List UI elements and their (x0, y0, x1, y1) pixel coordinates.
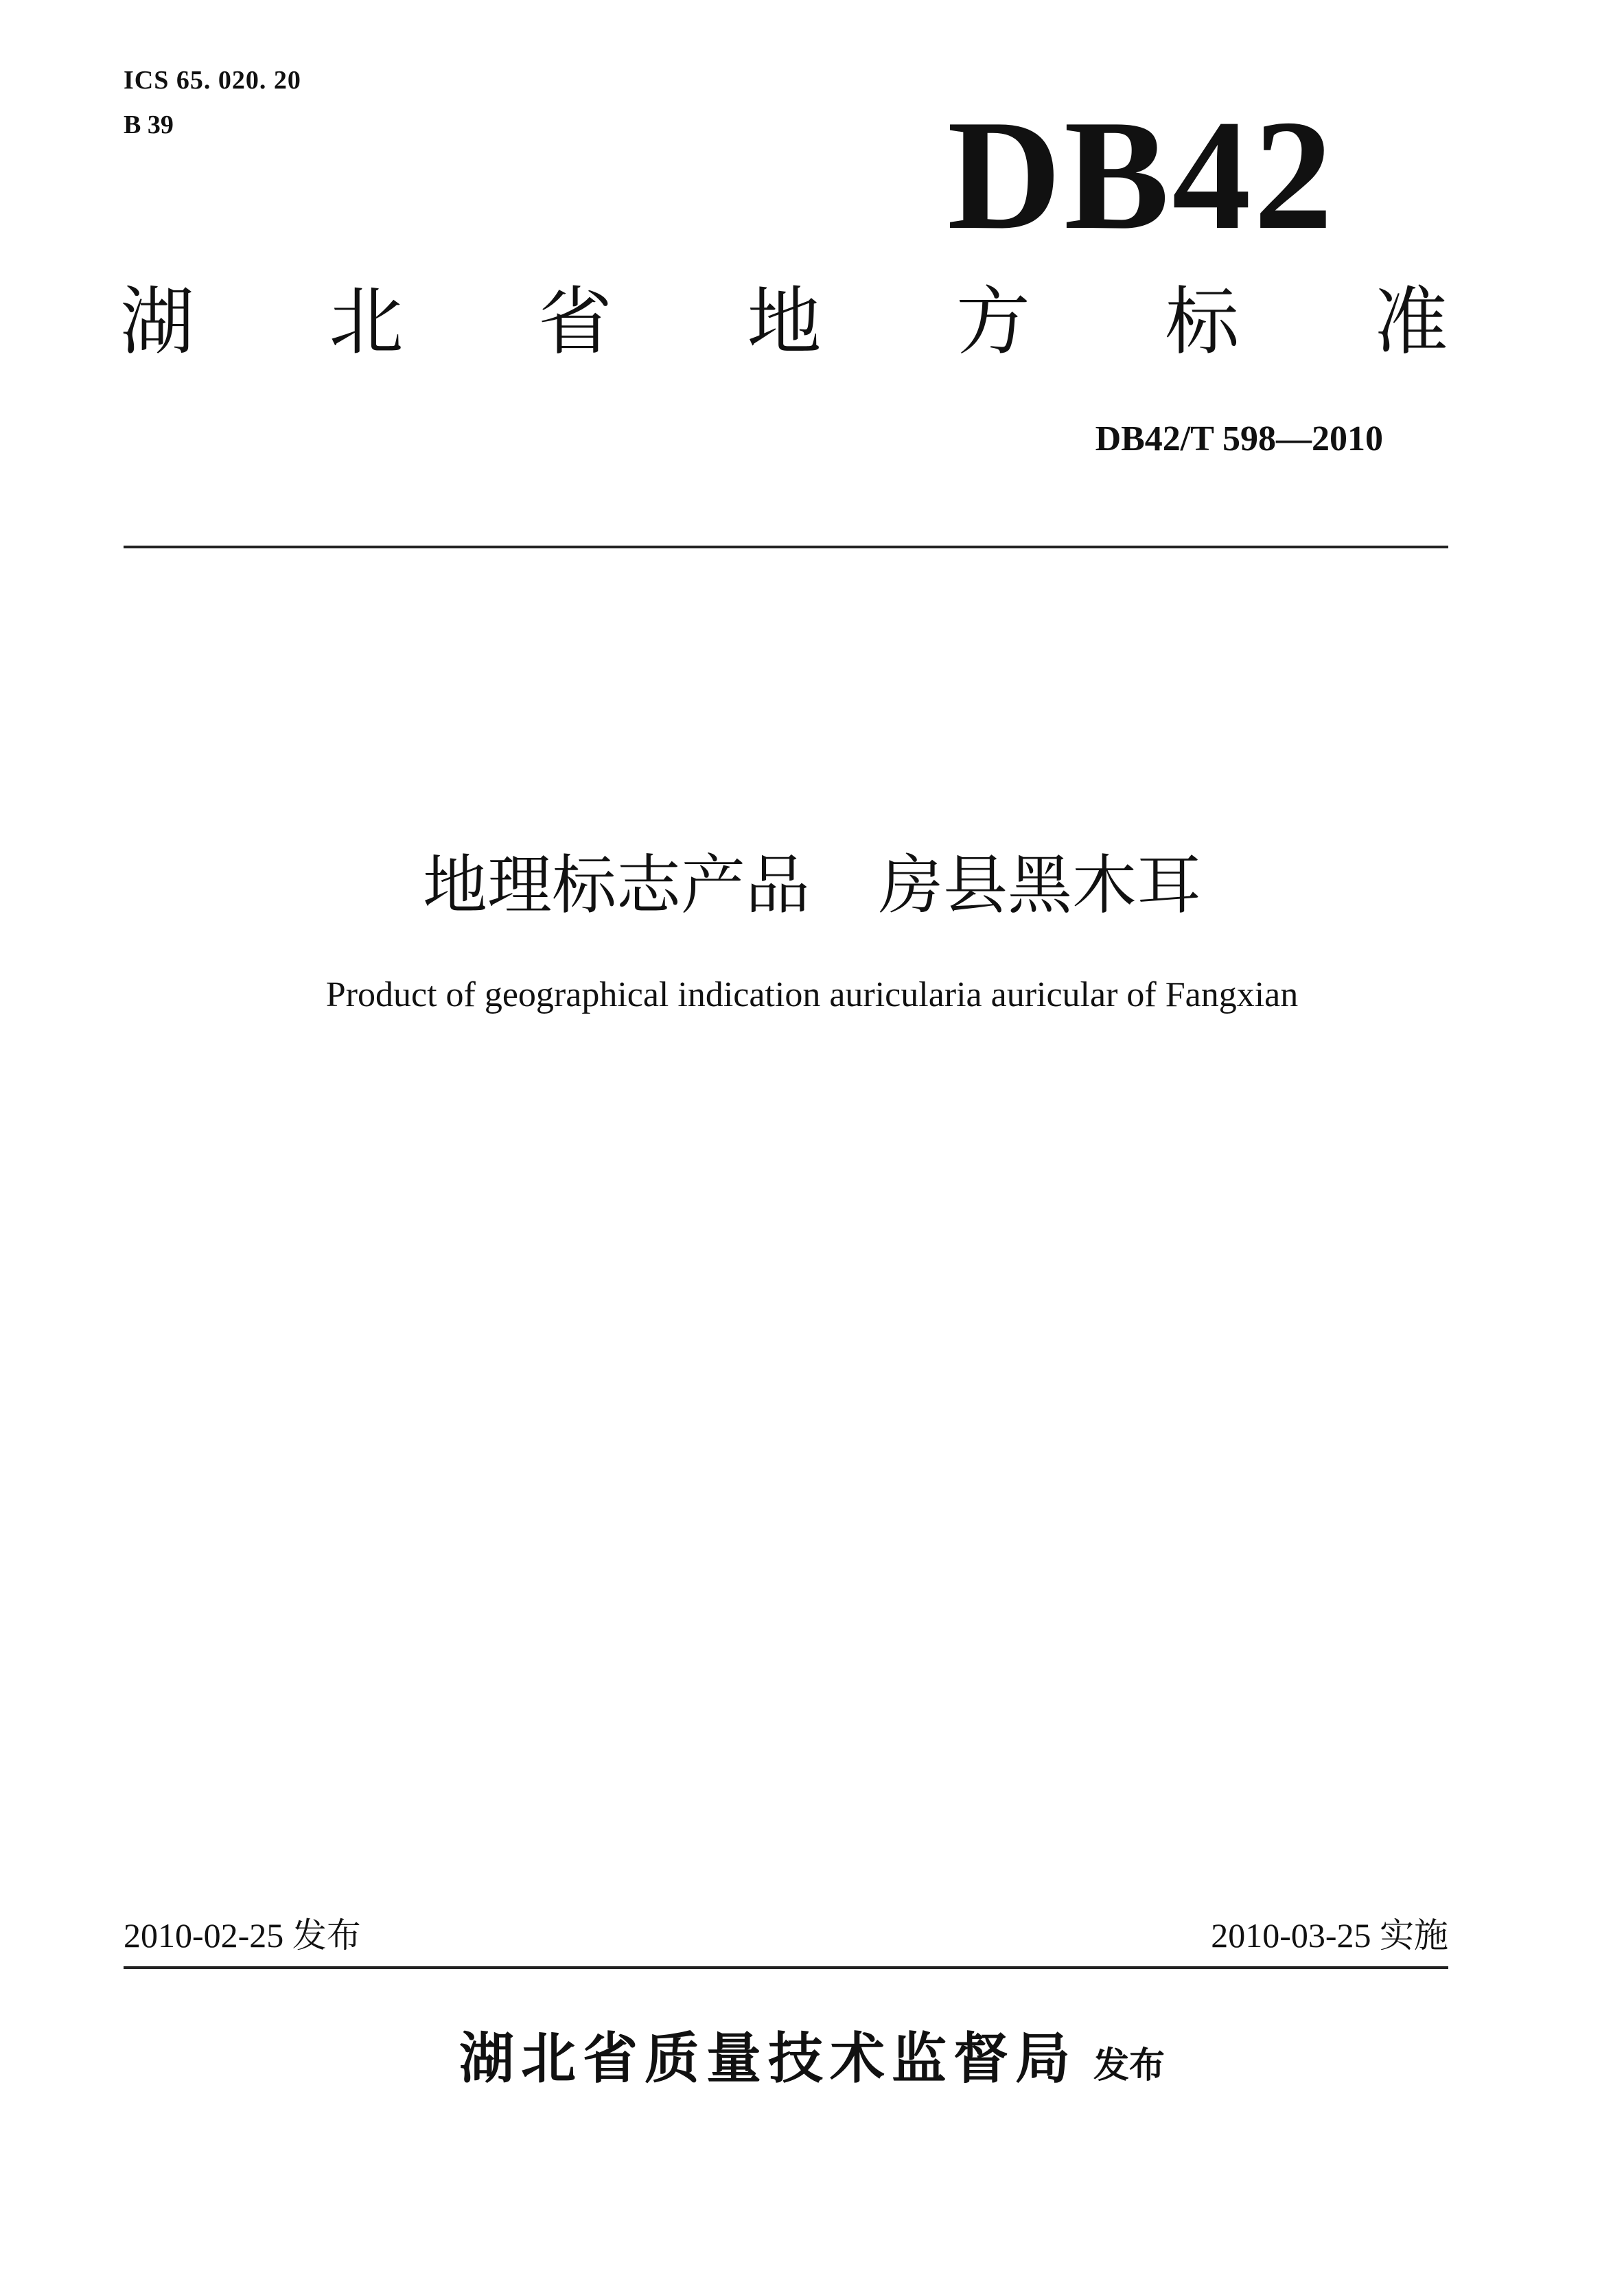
issuer-suffix: 发布 (1093, 2045, 1165, 2086)
issue-date: 2010-02-25 发布 (124, 1916, 361, 1955)
standard-name-char: 准 (1373, 279, 1448, 365)
document-title-zh (0, 848, 1624, 925)
implementation-date: 2010-03-25 实施 (1211, 1916, 1448, 1955)
issuer-line (0, 2014, 1624, 2093)
ccs-code: B 39 (124, 110, 174, 139)
title-zh-part1: 地理标志产品 (422, 848, 810, 923)
footer-divider (124, 1966, 1448, 1969)
standard-number: DB42/T 598—2010 (1095, 419, 1383, 458)
ics-code: ICS 65. 020. 20 (124, 66, 301, 95)
standard-name-char: 方 (955, 279, 1030, 365)
standard-name-char: 北 (329, 279, 404, 365)
standard-name-char: 省 (537, 279, 612, 365)
standard-category-name (120, 278, 1448, 367)
standard-name-char: 湖 (120, 279, 195, 365)
document-title-en: Product of geographical indication auricularia auricular of Fangxian (325, 975, 1299, 1014)
header-divider (124, 546, 1448, 548)
standard-name-char: 地 (747, 279, 822, 365)
standard-code: DB42 (947, 87, 1336, 262)
standard-name-char: 标 (1165, 279, 1240, 365)
issuer-name: 湖北省质量技术监督局 (459, 2027, 1077, 2090)
title-zh-part2: 房县黑木耳 (879, 848, 1202, 923)
